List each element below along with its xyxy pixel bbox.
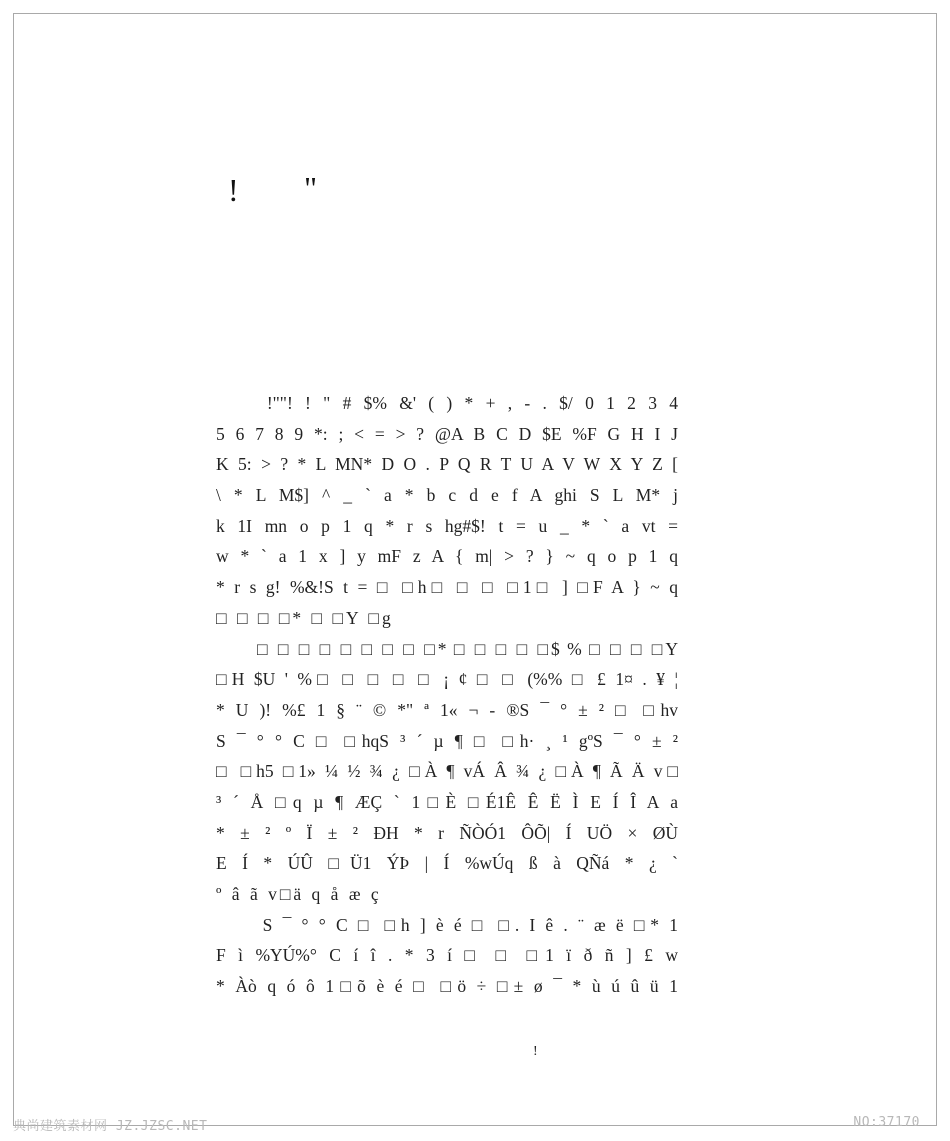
text-line: 5 6 7 8 9 *: ; < = > ? @A B C D $E %F G H I J	[216, 423, 678, 444]
title-part-2: "	[304, 170, 318, 206]
text-line: □H $U ' %□ □ □ □ □ ¡ ¢ □ □ (%% □ £ 1¤ . ¥ ¦	[216, 669, 678, 690]
text-line: * Àò q ó ô 1□õ è é □ □ö ÷ □± ø ¯ * ù ú û ü 1	[216, 976, 678, 997]
text-line: !""! ! " # $% &' ( ) * + , - . $/ 0 1 2 3 4	[216, 393, 678, 413]
body-text	[216, 388, 678, 1002]
text-line: □ □ □ □ □ □ □ □ □* □ □ □ □ □$ % □ □ □ □Y	[216, 638, 678, 659]
text-line: E Í * ÚÛ □Ü1 ÝÞ | Í %wÚq ß à QÑá * ¿ `	[216, 853, 678, 874]
page-number: !	[533, 1044, 538, 1059]
text-line: □ □h5 □1» ¼ ½ ¾ ¿ □À ¶ vÁ Â ¾ ¿ □À ¶ Ã Ä v□	[216, 761, 678, 782]
watermark-right: NO:37170	[853, 1115, 920, 1130]
text-line: F ì %YÚ%° C í î . * 3 í □ □ □1 ï ð ñ ] £ w	[216, 945, 678, 966]
text-line: \ * L M$] ^ _ ` a * b c d e f A ghi S L M* j	[216, 485, 678, 506]
text-line: * ± ² º Ï ± ² ÐH * r ÑÒÓ1 ÔÕ| Í UÖ × ØÙ	[216, 822, 678, 843]
text-line: * U )! %£ 1 § ¨ © *" ª 1« ¬ - ®S ¯ ° ± ² □ □hv	[216, 699, 678, 720]
text-line: k 1I mn o p 1 q * r s hg#$! t = u _ * ` a vt =	[216, 515, 678, 536]
text-line: K 5: > ? * L MN* D O . P Q R T U A V W X Y Z [	[216, 454, 678, 475]
text-line: ³ ´ Å □q µ ¶ ÆÇ ` 1□È □É1Ê Ê Ë Ì E Í Î A a	[216, 791, 678, 812]
text-line: □ □ □ □* □ □Y □g	[216, 607, 394, 628]
text-line: S ¯ ° ° C □ □hqS ³ ´ µ ¶ □ □h· ¸ ¹ gºS ¯ ° ± ²	[216, 730, 678, 751]
text-line: º â ã v□ä q å æ ç	[216, 884, 382, 904]
title-part-1: !	[228, 172, 239, 208]
text-line: S ¯ ° ° C □ □h ] è é □ □. I ê . ¨ æ ë □* 1	[216, 914, 678, 935]
text-line: w * ` a 1 x ] y mF z A { m| > ? } ~ q o p 1 q	[216, 546, 678, 567]
text-line: * r s g! %&!S t = □ □h□ □ □ □1□ ] □F A } ~ q	[216, 577, 678, 598]
watermark-left: 典尚建筑素材网 JZ.JZSC.NET	[13, 1119, 208, 1134]
